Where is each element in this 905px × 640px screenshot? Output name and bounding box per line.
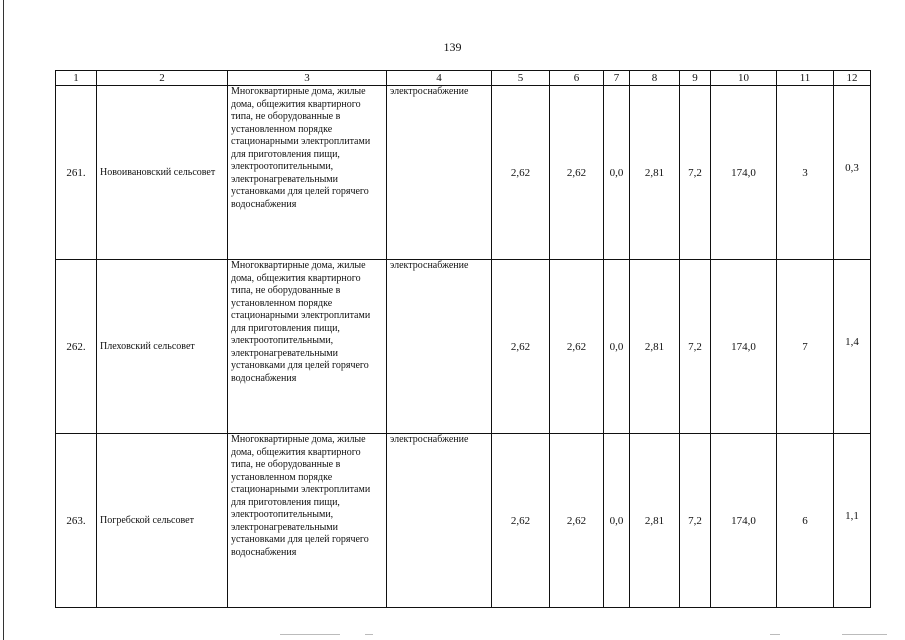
table-row (56, 434, 871, 608)
value-col-10: 174,0 (711, 260, 777, 434)
value-col-8: 2,81 (630, 434, 680, 608)
column-number-row (56, 71, 871, 86)
column-header: 12 (834, 71, 871, 86)
value-col-12: 1,4 (834, 260, 871, 434)
service-kind: электроснабжение (387, 86, 492, 260)
value-col-10: 174,0 (711, 434, 777, 608)
column-header: 4 (387, 71, 492, 86)
column-header: 2 (97, 71, 228, 86)
column-header: 9 (680, 71, 711, 86)
row-number: 261. (56, 86, 97, 260)
housing-description: Многоквартирные дома, жилые дома, общежития квартирного типа, не оборудованные в установленном порядке стационарными электроплитами для приготовления пищи, электроотопительными, электронагревательными установками для целей горячего водоснабжения (228, 434, 387, 608)
value-col-6: 2,62 (550, 86, 604, 260)
value-col-7: 0,0 (604, 434, 630, 608)
value-col-7: 0,0 (604, 260, 630, 434)
column-header: 8 (630, 71, 680, 86)
settlement-name: Новоивановский сельсовет (97, 86, 228, 260)
value-col-6: 2,62 (550, 434, 604, 608)
value-col-9: 7,2 (680, 434, 711, 608)
housing-description: Многоквартирные дома, жилые дома, общежития квартирного типа, не оборудованные в установленном порядке стационарными электроплитами для приготовления пищи, электроотопительными, электронагревательными установками для целей горячего водоснабжения (228, 260, 387, 434)
value-col-5: 2,62 (492, 434, 550, 608)
value-col-11: 6 (777, 434, 834, 608)
column-header: 5 (492, 71, 550, 86)
scan-artifacts (0, 632, 905, 638)
value-col-12: 1,1 (834, 434, 871, 608)
row-number: 262. (56, 260, 97, 434)
value-col-8: 2,81 (630, 86, 680, 260)
value-col-11: 3 (777, 86, 834, 260)
housing-description: Многоквартирные дома, жилые дома, общежития квартирного типа, не оборудованные в установленном порядке стационарными электроплитами для приготовления пищи, электроотопительными, электронагревательными установками для целей горячего водоснабжения (228, 86, 387, 260)
table-row (56, 86, 871, 260)
service-kind: электроснабжение (387, 260, 492, 434)
settlement-name: Погребской сельсовет (97, 434, 228, 608)
value-col-9: 7,2 (680, 86, 711, 260)
value-col-9: 7,2 (680, 260, 711, 434)
column-header: 6 (550, 71, 604, 86)
column-header: 10 (711, 71, 777, 86)
column-header: 1 (56, 71, 97, 86)
column-header: 7 (604, 71, 630, 86)
service-kind: электроснабжение (387, 434, 492, 608)
value-col-12: 0,3 (834, 86, 871, 260)
settlement-name: Плеховский сельсовет (97, 260, 228, 434)
value-col-8: 2,81 (630, 260, 680, 434)
value-col-11: 7 (777, 260, 834, 434)
page-number: 139 (443, 40, 462, 54)
column-header: 3 (228, 71, 387, 86)
tariff-table (55, 70, 871, 608)
value-col-10: 174,0 (711, 86, 777, 260)
table-row (56, 260, 871, 434)
value-col-5: 2,62 (492, 260, 550, 434)
column-header: 11 (777, 71, 834, 86)
scan-edge-line (3, 0, 4, 640)
value-col-6: 2,62 (550, 260, 604, 434)
row-number: 263. (56, 434, 97, 608)
value-col-5: 2,62 (492, 86, 550, 260)
value-col-7: 0,0 (604, 86, 630, 260)
